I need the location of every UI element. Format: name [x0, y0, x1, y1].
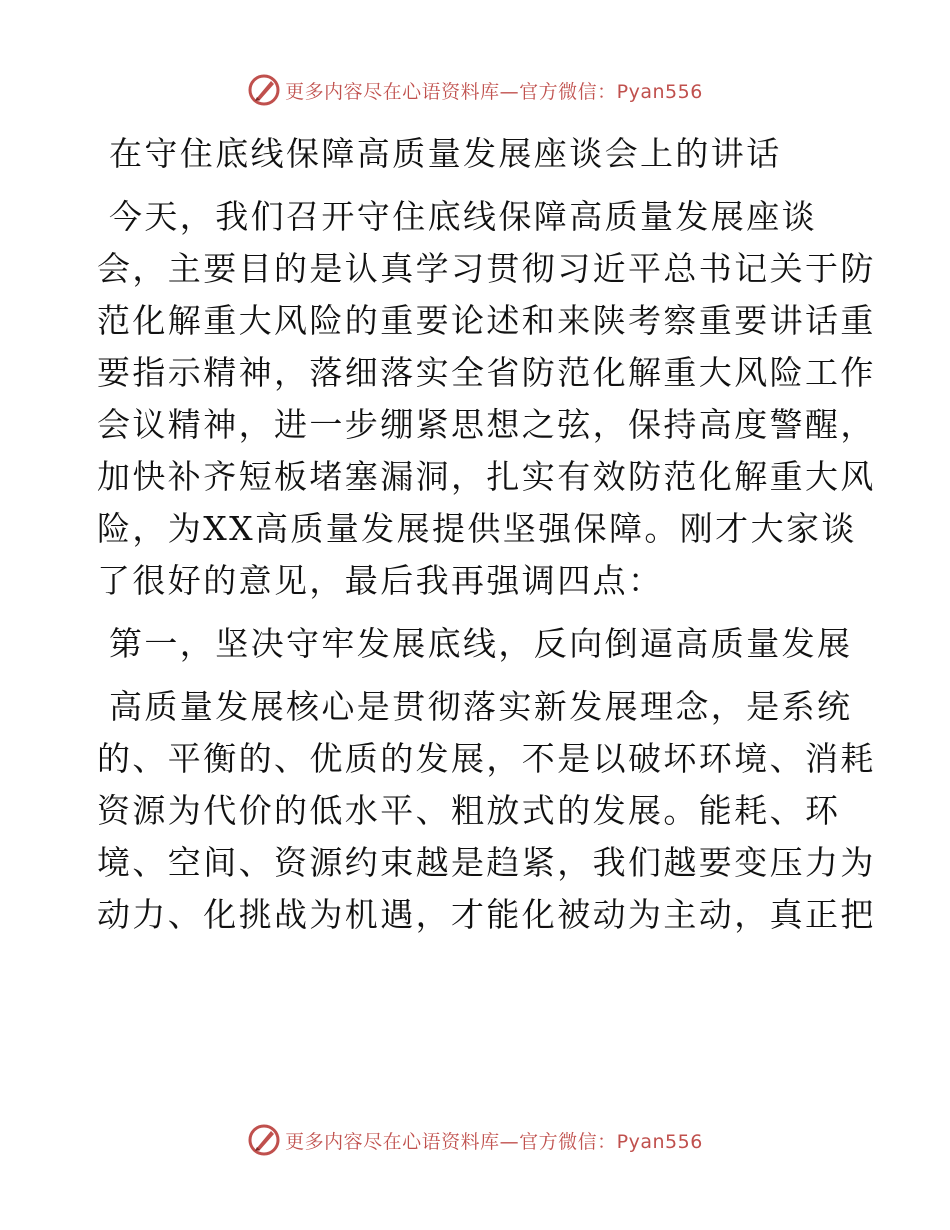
- paragraph-line: 会议精神，进一步绷紧思想之弦，保持高度警醒，: [97, 405, 876, 444]
- paragraph-1: [97, 191, 876, 607]
- document-body: [97, 128, 876, 941]
- paragraph-line: 了很好的意见，最后我再强调四点：: [97, 561, 664, 600]
- paragraph-line: 高质量发展核心是贯彻落实新发展理念，是系统: [109, 687, 853, 726]
- paragraph-line: 动力、化挑战为机遇，才能化被动为主动，真正把: [97, 895, 876, 934]
- document-title: 在守住底线保障高质量发展座谈会上的讲话: [109, 134, 782, 173]
- footer-banner: [0, 1120, 950, 1160]
- paragraph-line: 的、平衡的、优质的发展，不是以破坏环境、消耗: [97, 739, 876, 778]
- section-heading: 第一，坚决守牢发展底线，反向倒逼高质量发展: [109, 624, 853, 663]
- banner-text: 更多内容尽在心语资料库—官方微信：Pyan556: [285, 80, 703, 103]
- paragraph-line: 境、空间、资源约束越是趋紧，我们越要变压力为: [97, 843, 876, 882]
- paragraph-line: 会，主要目的是认真学习贯彻习近平总书记关于防: [97, 249, 876, 288]
- header-banner: [0, 70, 950, 110]
- paragraph-line: 今天，我们召开守住底线保障高质量发展座谈: [109, 197, 817, 236]
- banner-text: 更多内容尽在心语资料库—官方微信：Pyan556: [285, 1130, 703, 1153]
- quill-pen-logo-icon: [247, 1123, 281, 1157]
- paragraph-2: [97, 681, 876, 941]
- paragraph-line: 加快补齐短板堵塞漏洞，扎实有效防范化解重大风: [97, 457, 876, 496]
- paragraph-line: 范化解重大风险的重要论述和来陕考察重要讲话重: [97, 301, 876, 340]
- paragraph-line: 险，为XX高质量发展提供坚强保障。刚才大家谈: [97, 509, 857, 548]
- paragraph-line: 要指示精神，落细落实全省防范化解重大风险工作: [97, 353, 876, 392]
- paragraph-line: 资源为代价的低水平、粗放式的发展。能耗、环: [97, 791, 841, 830]
- quill-pen-logo-icon: [247, 73, 281, 107]
